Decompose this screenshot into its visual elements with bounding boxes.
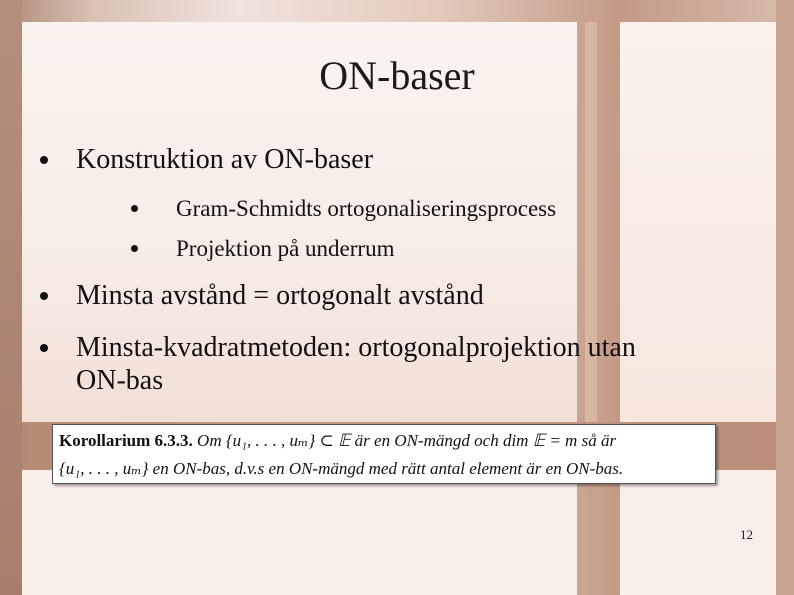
background-panel-bottom-left <box>22 470 577 595</box>
bullet-item <box>40 279 484 312</box>
sub-bullet-item <box>131 232 394 265</box>
bullet-item <box>40 143 373 176</box>
bullet-dot <box>131 245 138 252</box>
bullet-text: Projektion på underrum <box>176 236 395 261</box>
corollary-line-2: {u₁, . . . , uₘ} en ON-bas, d.v.s en ON-mängd med rätt antal element är en ON-bas. <box>59 459 624 478</box>
bullet-dot <box>40 156 48 164</box>
bullet-text: Minsta-kvadratmetoden: ortogonalprojektion utan <box>76 332 636 363</box>
bullet-text: Konstruktion av ON-baser <box>76 144 374 175</box>
corollary-box <box>52 424 716 484</box>
bullet-dot <box>40 292 48 300</box>
slide-title: ON-baser <box>319 53 475 98</box>
bullet-text: Gram-Schmidts ortogonaliseringsprocess <box>176 196 557 221</box>
bullet-item <box>40 331 636 397</box>
corollary-text-1: Om {u₁, . . . , uₘ} ⊂ 𝔼 är en ON-mängd och dim 𝔼 = m så är <box>197 431 617 450</box>
sub-bullet-item <box>131 192 556 225</box>
bullet-text-continuation: ON-bas <box>76 365 164 396</box>
bullet-dot <box>131 205 138 212</box>
corollary-heading: Korollarium 6.3.3. <box>59 431 193 450</box>
corollary-line-1 <box>59 427 709 455</box>
bullet-dot <box>40 344 48 352</box>
bullet-text: Minsta avstånd = ortogonalt avstånd <box>76 280 484 311</box>
page-number: 12 <box>740 527 753 542</box>
